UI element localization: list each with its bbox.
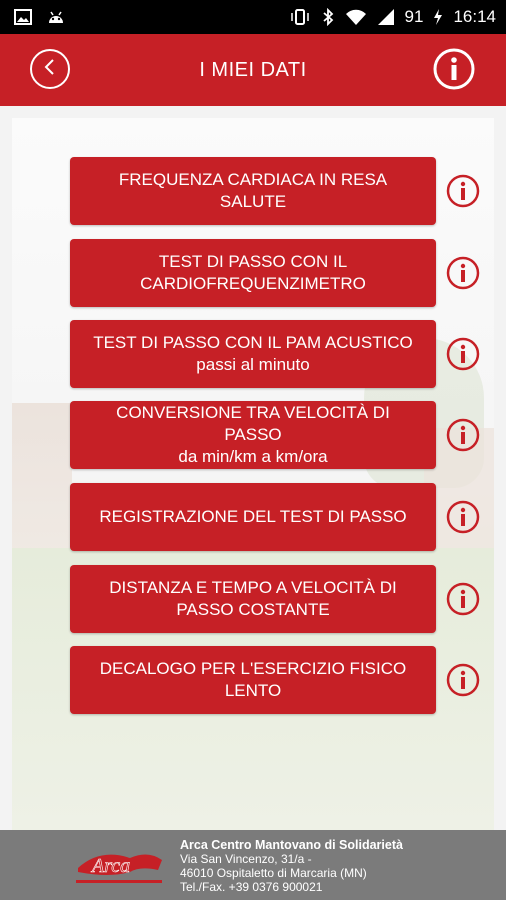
app-bar — [0, 34, 506, 106]
menu-item-label: TEST DI PASSO CON IL — [158, 252, 348, 271]
battery-charging-icon — [433, 8, 443, 26]
content-area — [0, 106, 506, 830]
info-icon[interactable] — [446, 582, 480, 616]
address-line-1: Via San Vincenzo, 31/a - — [180, 852, 312, 866]
menu-item-label: LENTO — [224, 681, 282, 700]
svg-text:Arca: Arca — [92, 855, 131, 877]
menu-item-decalogo[interactable] — [70, 646, 436, 714]
battery-percent: 91 — [404, 7, 424, 26]
info-icon — [432, 78, 476, 95]
info-icon[interactable] — [446, 418, 480, 452]
menu-item-registrazione-test[interactable] — [70, 483, 436, 551]
menu-item-conversione-velocita[interactable] — [70, 401, 436, 469]
menu-item-test-cardiofrequenzimetro[interactable] — [70, 239, 436, 307]
footer-contact — [180, 838, 403, 894]
menu-item-frequenza-cardiaca[interactable] — [70, 157, 436, 225]
menu-item-label: PASSO — [224, 425, 282, 444]
status-bar — [0, 0, 506, 34]
signal-icon — [377, 8, 395, 26]
menu-item-test-pam-acustico[interactable] — [70, 320, 436, 388]
address-line-2: 46010 Ospitaletto di Marcaria (MN) — [180, 866, 367, 880]
info-icon[interactable] — [446, 337, 480, 371]
menu-item-sublabel: da min/km a km/ora — [178, 447, 328, 466]
bluetooth-icon — [321, 8, 335, 26]
clock: 16:14 — [453, 7, 496, 26]
android-icon — [46, 9, 66, 25]
wifi-icon — [345, 8, 367, 26]
chevron-left-icon — [42, 58, 58, 81]
menu-item-label: PASSO COSTANTE — [176, 600, 330, 619]
phone-number: Tel./Fax. +39 0376 900021 — [180, 880, 323, 894]
menu-item-label: TEST DI PASSO CON IL PAM ACUSTICO — [93, 333, 413, 352]
back-button[interactable] — [30, 49, 70, 89]
header-info-button[interactable] — [432, 47, 476, 91]
menu-item-label: CONVERSIONE TRA VELOCITÀ DI — [116, 403, 390, 422]
info-icon[interactable] — [446, 663, 480, 697]
info-icon[interactable] — [446, 174, 480, 208]
menu-item-label: REGISTRAZIONE DEL TEST DI PASSO — [99, 507, 407, 526]
footer — [0, 830, 506, 900]
menu-item-label: CARDIOFREQUENZIMETRO — [140, 274, 366, 293]
menu-item-label: DECALOGO PER L'ESERCIZIO FISICO — [99, 659, 407, 678]
page-title: I MIEI DATI — [199, 58, 307, 81]
image-icon — [14, 9, 32, 25]
menu-item-sublabel: passi al minuto — [196, 355, 310, 374]
organization-name: Arca Centro Mantovano di Solidarietà — [180, 838, 403, 852]
menu-item-distanza-tempo[interactable] — [70, 565, 436, 633]
menu-item-label: FREQUENZA CARDIACA IN RESA — [118, 170, 388, 189]
info-icon[interactable] — [446, 500, 480, 534]
menu-item-label: SALUTE — [219, 192, 287, 211]
menu-item-label: DISTANZA E TEMPO A VELOCITÀ DI — [109, 578, 397, 597]
vibrate-icon — [289, 8, 311, 26]
info-icon[interactable] — [446, 256, 480, 290]
arca-logo — [70, 842, 168, 888]
